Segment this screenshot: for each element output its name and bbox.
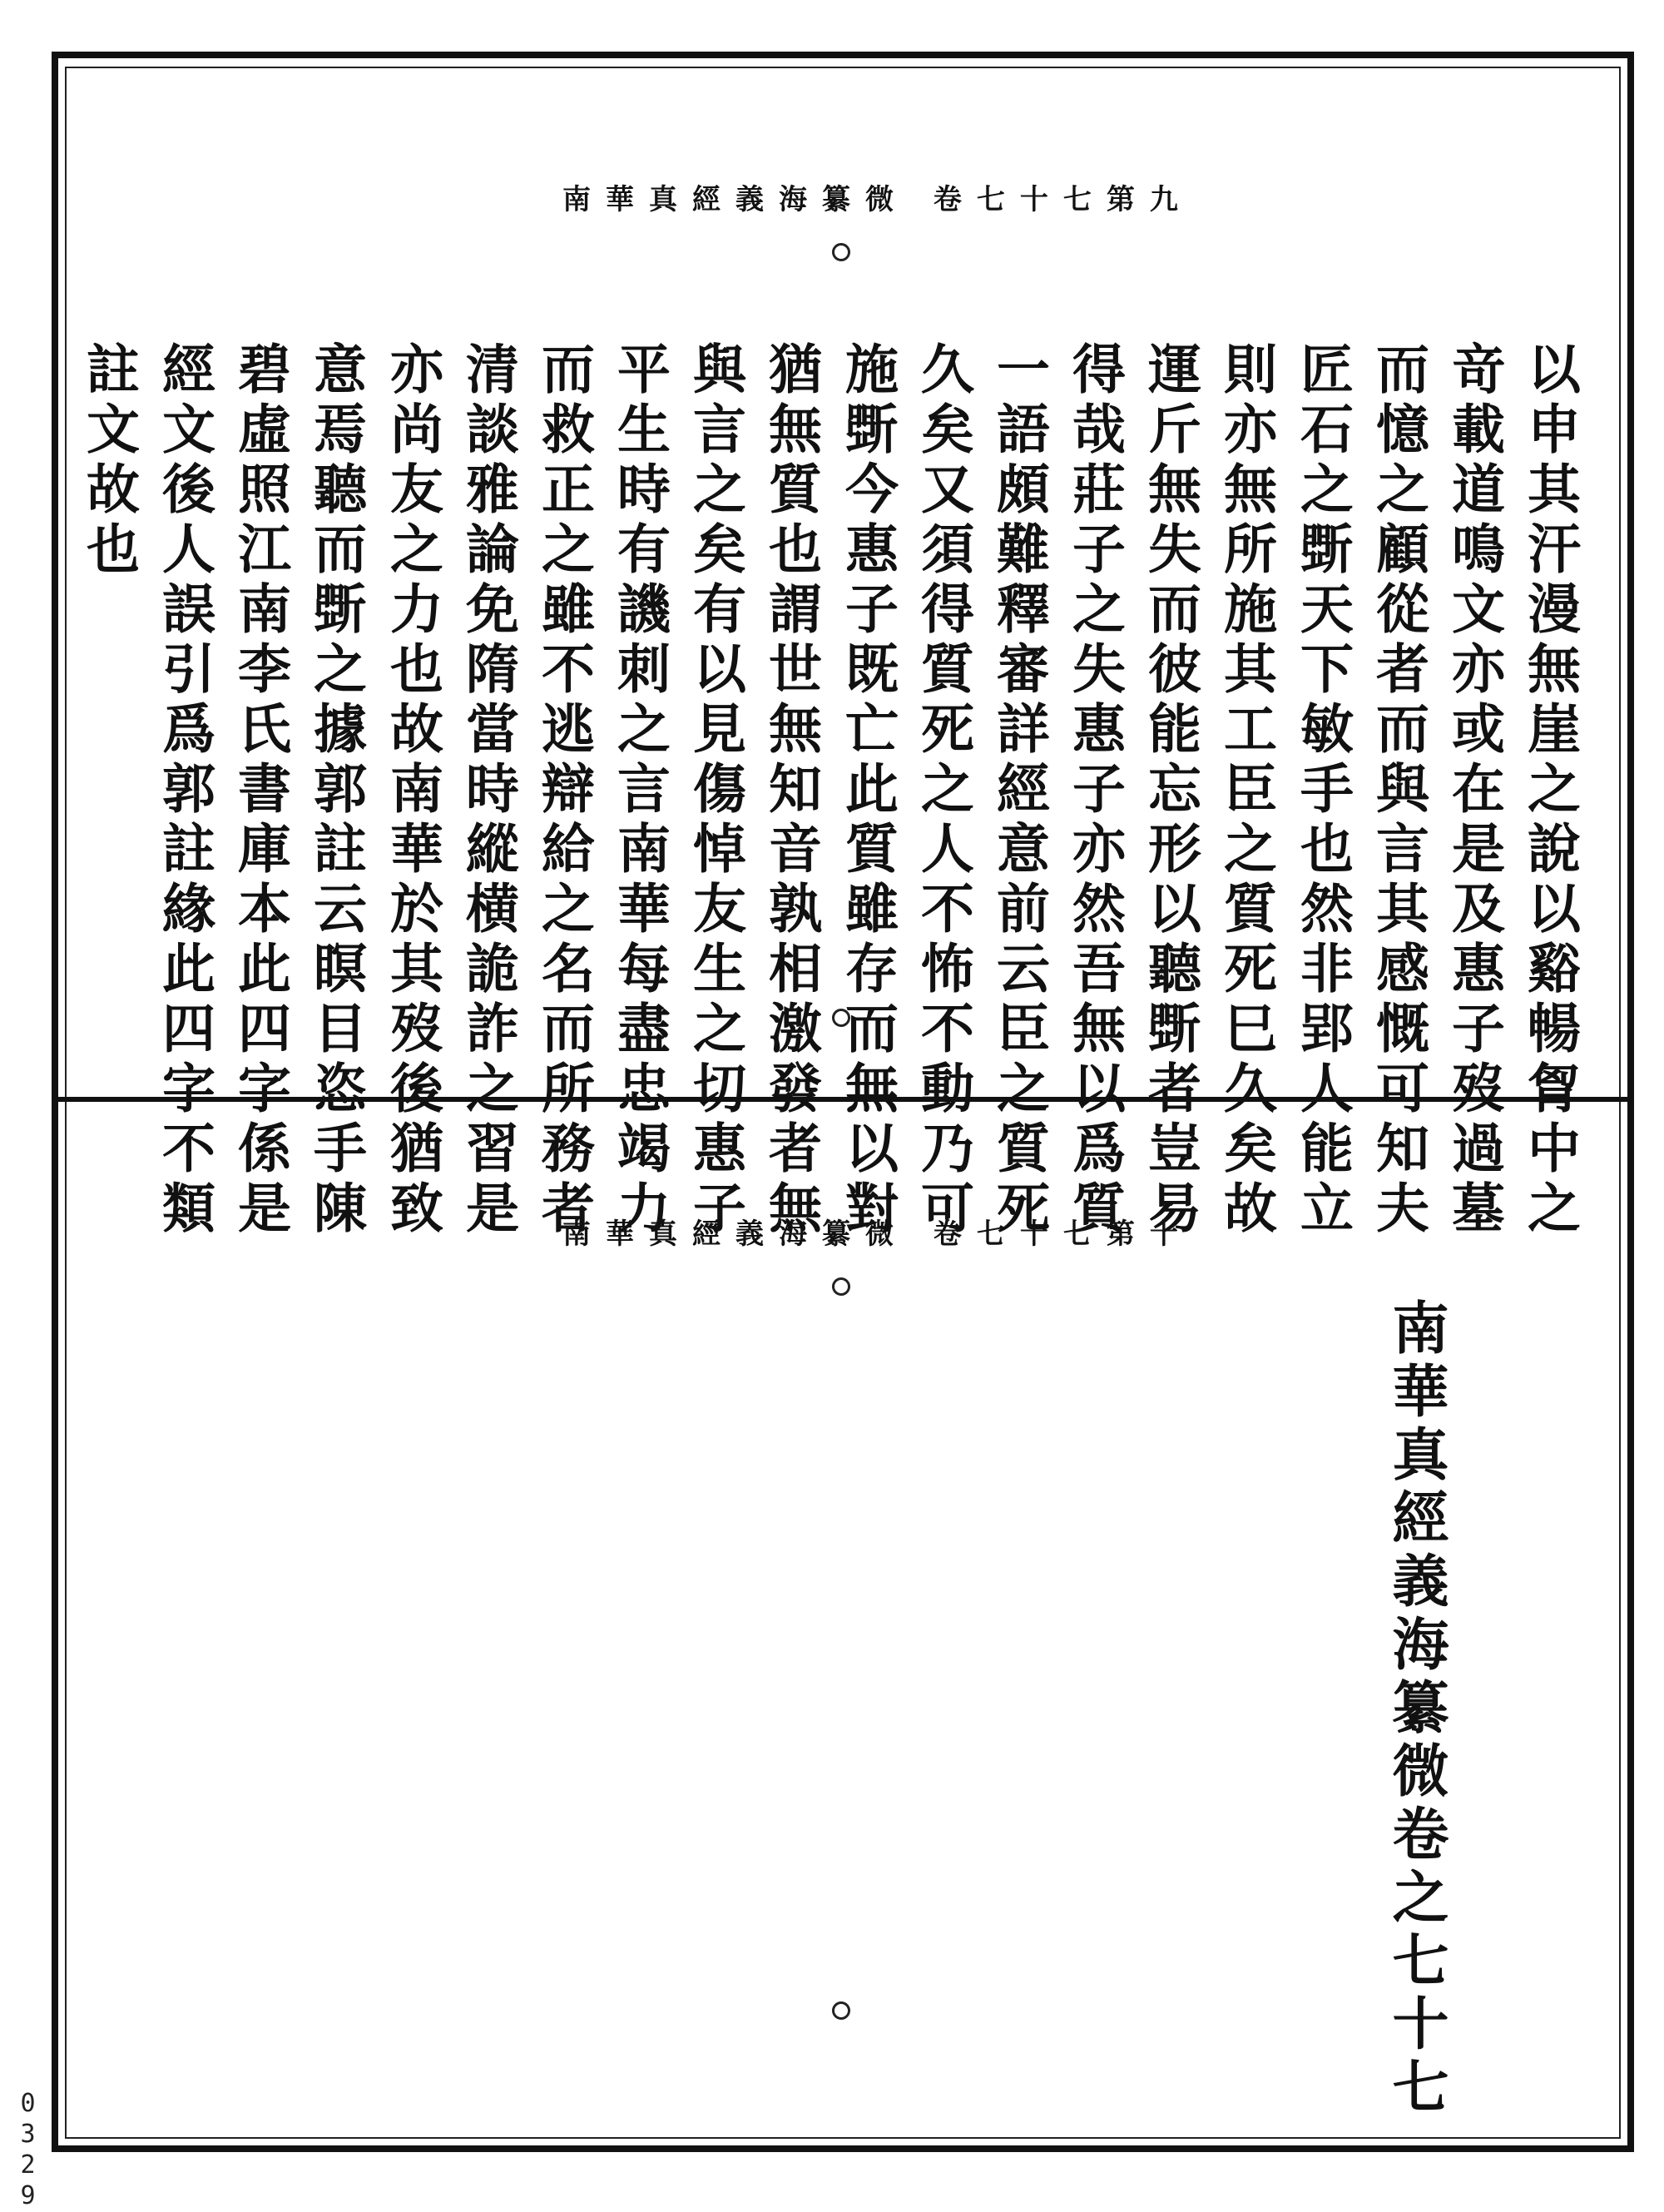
text-column: 與言之矣有以見傷悼友生之切惠子 [684, 341, 746, 1240]
text-column: 則亦無所施其工臣之質死巳久矣故 [1215, 341, 1277, 1240]
text-column: 而憶之顧從者而與言其感慨可知夫 [1367, 341, 1429, 1240]
lower-page-header: 南華真經義海纂微 卷七十七第十 [562, 1218, 1193, 1251]
text-column: 以申其汗漫無崖之說以谿暢胷中之 [1518, 341, 1581, 1240]
text-column: 意焉聽而斲之據郭註云瞑目恣手陳 [305, 341, 367, 1240]
upper-page-header: 南華真經義海纂微 卷七十七第九 [562, 183, 1193, 216]
text-column: 久矣又須得質死之人不怖不動乃可 [912, 341, 974, 1240]
text-column: 匠石之斲天下敏手也然非郢人能立 [1291, 341, 1354, 1240]
text-column: 猶無質也謂世無知音孰相激發者無 [760, 341, 822, 1240]
upper-top-circle-mark [832, 243, 850, 261]
text-column: 註文故也 [77, 341, 140, 581]
text-column: 亦尚友之力也故南華於其歿後猶致 [381, 341, 443, 1240]
text-column: 碧虛照江南李氏書庫本此四字係是 [229, 341, 291, 1240]
text-column: 而救正之雖不逃辯給之名而所務者 [532, 341, 595, 1240]
volume-title: 南華真經義海纂微卷之七十七 [1383, 1298, 1449, 2120]
text-column: 一語頗難釋審詳經意前云臣之質死 [988, 341, 1050, 1240]
lower-bottom-circle-mark [832, 2001, 850, 2020]
page-number: 0329 [13, 2089, 42, 2212]
text-column: 平生時有譏刺之言南華每盡忠竭力 [608, 341, 671, 1240]
text-column: 運斤無失而彼能忘形以聽斲者豈易 [1139, 341, 1201, 1240]
text-column: 施斲今惠子既亡此質雖存而無以對 [836, 341, 899, 1240]
text-column: 得哉莊子之失惠子亦然吾無以爲質 [1063, 341, 1126, 1240]
text-column: 清談雅論免隋當時縱横詭詐之習是 [457, 341, 519, 1240]
text-column: 竒載道鳴文亦或在是及惠子歿過墓 [1443, 341, 1505, 1240]
lower-top-circle-mark [832, 1277, 850, 1296]
text-column: 經文後人誤引爲郭註緣此四字不類 [153, 341, 215, 1240]
